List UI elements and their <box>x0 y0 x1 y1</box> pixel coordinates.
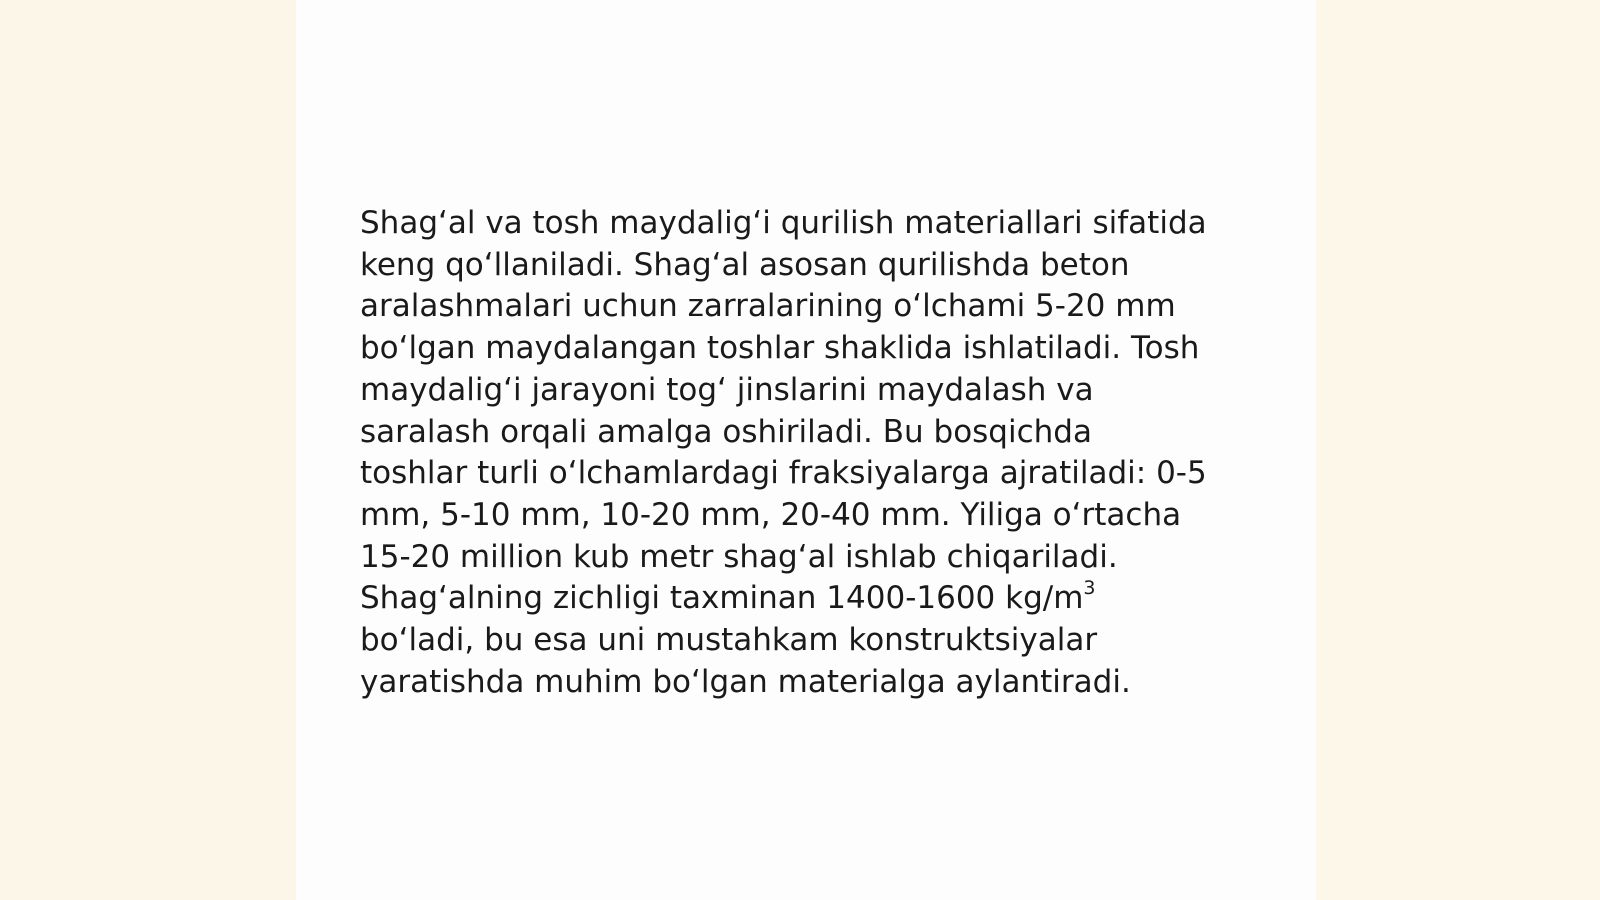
paragraph-line: keng qo‘llaniladi. Shag‘al asosan qurilishda beton <box>360 246 1130 283</box>
paragraph-line: 15-20 million kub metr shag‘al ishlab chiqariladi. <box>360 538 1118 575</box>
paragraph-line: bo‘ladi, bu esa uni mustahkam konstruktsiyalar <box>360 622 1098 659</box>
paragraph-line: saralash orqali amalga oshiriladi. Bu bosqichda <box>360 413 1092 450</box>
cubic-superscript: 3 <box>1083 577 1096 600</box>
slide <box>296 0 1316 900</box>
paragraph-line: Shag‘al va tosh maydalig‘i qurilish materiallari sifatida <box>360 205 1207 241</box>
right-margin <box>1316 0 1600 900</box>
left-margin <box>0 0 296 900</box>
paragraph-line: yaratishda muhim bo‘lgan materialga aylantiradi. <box>360 663 1131 700</box>
paragraph-line: bo‘lgan maydalangan toshlar shaklida ishlatiladi. Tosh <box>360 330 1200 367</box>
paragraph-line-with-unit <box>360 578 1260 620</box>
paragraph-line: aralashmalari uchun zarralarining o‘lchami 5-20 mm <box>360 288 1176 325</box>
body-paragraph <box>360 203 1260 703</box>
paragraph-line: toshlar turli o‘lchamlardagi fraksiyalarga ajratiladi: 0-5 <box>360 455 1207 492</box>
paragraph-line: mm, 5-10 mm, 10-20 mm, 20-40 mm. Yiliga o‘rtacha <box>360 496 1182 533</box>
density-text: Shag‘alning zichligi taxminan 1400-1600 kg/m <box>360 580 1084 617</box>
paragraph-line: maydalig‘i jarayoni tog‘ jinslarini maydalash va <box>360 371 1094 408</box>
